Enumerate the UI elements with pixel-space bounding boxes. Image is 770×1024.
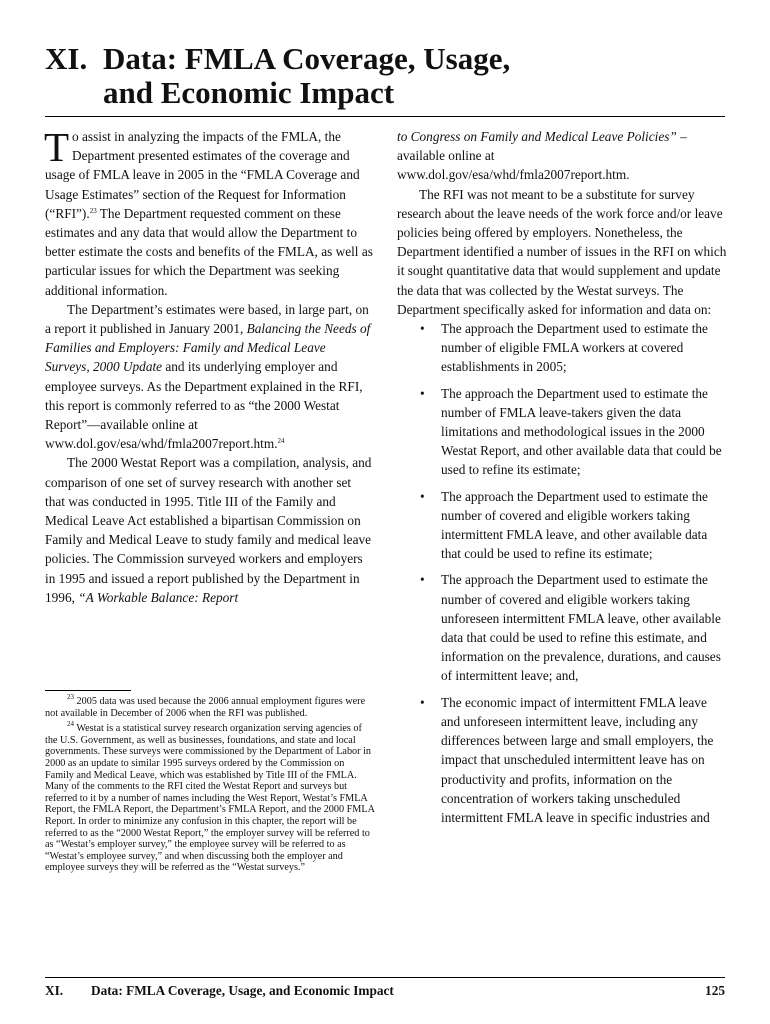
footer-title: Data: FMLA Coverage, Usage, and Economic Impact	[91, 983, 394, 998]
footnote-ref-23: 23	[89, 206, 97, 215]
list-item: • The approach the Department used to estimate the number of covered and eligible workers taking intermittent FMLA leave, and other available data that could be used to refine its estimate;	[420, 488, 708, 562]
list-item: • The approach the Department used to estimate the number of FMLA leave-takers given the data limitations and methodological issues in the 2000 Westat Report, and other available data that could be used to refine its estimate;	[420, 385, 722, 478]
commission-report-title: “A Workable Balance: Report	[78, 589, 239, 605]
paragraph-intro: To assist in analyzing the impacts of the FMLA, the Department presented estimates of the coverage and usage of FMLA leave in 2005 in the “FMLA Coverage and Usage Estimates” section of the Request for Information (“RFI”).$^{23}$ The Department requested comment on these estimates and any data that would allow the Department to better estimate the costs and benefits of the FMLA, as well as particular issues for which the Department was seeking additional information.	[44, 124, 373, 298]
drop-cap: T	[44, 124, 70, 170]
right-column	[397, 127, 727, 834]
footer-section: XI.	[45, 983, 64, 998]
list-item: • The economic impact of intermittent FMLA leave and unforeseen intermittent leave, including any differences between large and small employers, the impact that unscheduled intermittent leave has on productivity and profits, information on the concentration of workers taking unscheduled intermittent FMLA leave in specific industries and	[420, 694, 714, 825]
bullet-icon: •	[420, 694, 425, 710]
chapter-title-line1: Data: FMLA Coverage, Usage,	[103, 41, 511, 76]
paragraph-westat-report-cont: to Congress on Family and Medical Leave Policies” – available online at www.dol.gov/esa/whd/fmla2007report.htm.	[397, 129, 687, 183]
footnote-divider	[45, 690, 131, 691]
list-item: • The approach the Department used to estimate the number of eligible FMLA workers at covered establishments in 2005;	[420, 321, 708, 375]
bullet-icon: •	[420, 572, 425, 588]
list-item: • The approach the Department used to estimate the number of covered and eligible workers taking unforeseen intermittent FMLA leave, other available data that could be used to refine this estimate, and information on the prevalence, durations, and causes of intermittent leave; and,	[420, 572, 721, 684]
left-column	[44, 124, 373, 607]
bullet-icon: •	[420, 385, 425, 401]
chapter-title-line2: and Economic Impact	[103, 75, 395, 110]
page-number: 125	[705, 983, 725, 998]
bullet-icon: •	[420, 321, 425, 337]
chapter-number: XI.	[45, 41, 88, 76]
bullet-icon: •	[420, 488, 425, 504]
paragraph-rfi: The RFI was not meant to be a substitute for survey research about the leave needs of the work force and/or leave policies being offered by employers. Nonetheless, the Department identified a number of issues in the RFI on which it sought quantitative data that would supplement and update the data that was collected by the Westat surveys. The Department specifically asked for information and data on:	[397, 186, 727, 317]
rfi-issues-list	[397, 319, 727, 827]
footnotes	[45, 693, 375, 878]
footnote-23: $^{23}$ 2005 data was used because the 2006 annual employment figures were not available in December of 2006 when the RFI was published.	[45, 693, 366, 719]
footnote-24: $^{24}$ Westat is a statistical survey research organization serving agencies of the U.S. Government, as well as businesses, foundations, and state and local governments. These surveys were commissioned by the Department of Labor in 2000 as an update to similar 1995 surveys ordered by the Commission on Family and Medical Leave, which was established by Title III of the FMLA. Many of the comments to the RFI cited the Westat Report and surveys but referred to it by a number of names including the West Report, Westat’s FMLA Report, the FMLA Report, the Department’s FMLA Report, and the 2000 FMLA Report. In order to minimize any confusion in this chapter, the report will be referred to as the “2000 Westat Report,” the employer survey will be referred to as “Westat’s employer survey,” the employee survey will be referred to as “Westat’s employee survey,” and when discussing both the employer and employee surveys they will be referred as the “Westat surveys.”	[45, 720, 375, 874]
footer-divider	[45, 977, 725, 978]
title-divider	[45, 116, 725, 117]
paragraph-westat-report: The 2000 Westat Report was a compilation, analysis, and comparison of one set of survey research with another set that was conducted in 1995. Title III of the Family and Medical Leave Act established a bipartisan Commission on Family and Medical Leave to study family and medical leave policies. The Commission surveyed workers and employers in 1995 and issued a report published by the Department in 1996, “A Workable Balance: Report	[45, 455, 372, 605]
report-title: Balancing the Needs of Families and Employers: Family and Medical Leave Surveys, 2000 Update	[45, 321, 371, 375]
footnote-ref-24: 24	[277, 437, 285, 446]
paragraph-estimates: The Department’s estimates were based, in large part, on a report it published in January 2001, Balancing the Needs of Families and Employers: Family and Medical Leave Surveys, 2000 Update and its underlying employer and employee surveys. As the Department explained in the RFI, this report is commonly referred to as “the 2000 Westat Report”—available online at www.dol.gov/esa/whd/fmla2007report.htm.$^{24}$	[45, 301, 371, 452]
chapter-title	[45, 42, 730, 110]
